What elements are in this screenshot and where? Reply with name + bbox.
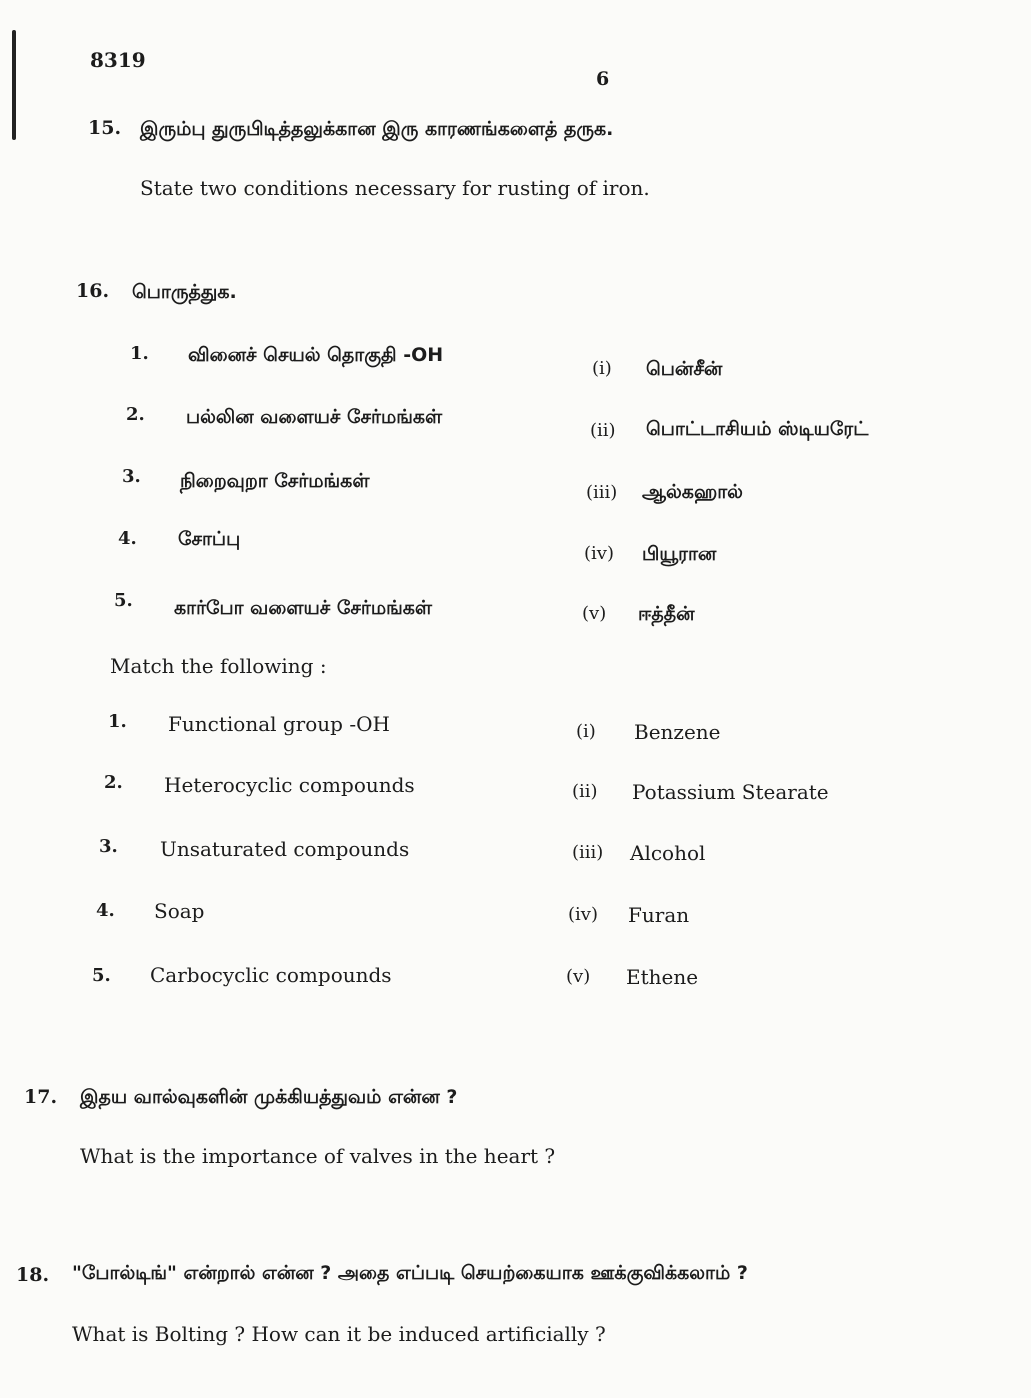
match-right-item: பியூரான xyxy=(642,543,717,565)
item-number: 1. xyxy=(130,343,149,364)
question-tamil-title: பொருத்துக. xyxy=(132,281,237,303)
question-number: 18. xyxy=(16,1264,50,1286)
item-number: 3. xyxy=(99,836,118,857)
match-left-item: சோப்பு xyxy=(178,528,241,550)
question-number: 17. xyxy=(24,1086,58,1108)
match-left-item: Functional group -OH xyxy=(168,712,390,736)
item-number: 2. xyxy=(126,404,145,425)
item-number: 5. xyxy=(92,965,111,986)
question-number: 16. xyxy=(76,280,110,302)
question-english-text: What is Bolting ? How can it be induced artificially ? xyxy=(72,1322,606,1346)
question-english-text: State two conditions necessary for rusting of iron. xyxy=(140,176,650,200)
item-number: 1. xyxy=(108,711,127,732)
item-number: 4. xyxy=(118,528,137,549)
match-right-item: Ethene xyxy=(626,965,699,989)
question-number: 15. xyxy=(88,117,122,139)
item-number: 3. xyxy=(122,466,141,487)
match-right-item: பொட்டாசியம் ஸ்டியரேட் xyxy=(646,418,869,440)
item-number: 2. xyxy=(104,772,123,793)
match-right-item: பென்சீன் xyxy=(646,358,723,380)
question-tamil-text: இரும்பு துருபிடித்தலுக்கான இரு காரணங்களைத் தருக. xyxy=(140,118,614,140)
roman-numeral: (iii) xyxy=(586,482,618,503)
match-right-item: Benzene xyxy=(634,720,721,744)
question-tamil-text: "போல்டிங்" என்றால் என்ன ? அதை எப்படி செயற்கையாக ஊக்குவிக்கலாம் ? xyxy=(72,1262,748,1284)
item-number: 5. xyxy=(114,590,133,611)
match-left-item: பல்லின வளையச் சேர்மங்கள் xyxy=(186,406,443,428)
match-right-item: Furan xyxy=(628,903,690,927)
match-left-item: கார்போ வளையச் சேர்மங்கள் xyxy=(174,597,433,619)
scan-edge-mark xyxy=(12,30,16,140)
match-left-item: நிறைவுறா சேர்மங்கள் xyxy=(180,470,370,492)
match-left-item: Carbocyclic compounds xyxy=(150,963,392,987)
roman-numeral: (ii) xyxy=(572,781,598,802)
roman-numeral: (iv) xyxy=(568,904,598,925)
match-right-item: Potassium Stearate xyxy=(632,780,829,804)
match-left-item: Unsaturated compounds xyxy=(160,837,410,861)
paper-code: 8319 xyxy=(90,48,146,72)
question-tamil-text: இதய வால்வுகளின் முக்கியத்துவம் என்ன ? xyxy=(80,1086,458,1108)
roman-numeral: (iv) xyxy=(584,543,614,564)
match-left-item: வினைச் செயல் தொகுதி -OH xyxy=(188,344,444,366)
page-number: 6 xyxy=(596,68,610,90)
match-right-item: ஆல்கஹால் xyxy=(642,481,743,503)
roman-numeral: (v) xyxy=(582,603,607,624)
question-english-text: What is the importance of valves in the heart ? xyxy=(80,1144,556,1168)
match-right-item: ஈத்தீன் xyxy=(638,603,695,625)
roman-numeral: (i) xyxy=(592,358,612,379)
roman-numeral: (ii) xyxy=(590,420,616,441)
roman-numeral: (i) xyxy=(576,721,596,742)
match-left-item: Heterocyclic compounds xyxy=(164,773,415,797)
match-left-item: Soap xyxy=(154,899,205,923)
roman-numeral: (v) xyxy=(566,966,591,987)
question-english-title: Match the following : xyxy=(110,654,327,678)
roman-numeral: (iii) xyxy=(572,842,604,863)
match-right-item: Alcohol xyxy=(630,841,706,865)
item-number: 4. xyxy=(96,900,115,921)
